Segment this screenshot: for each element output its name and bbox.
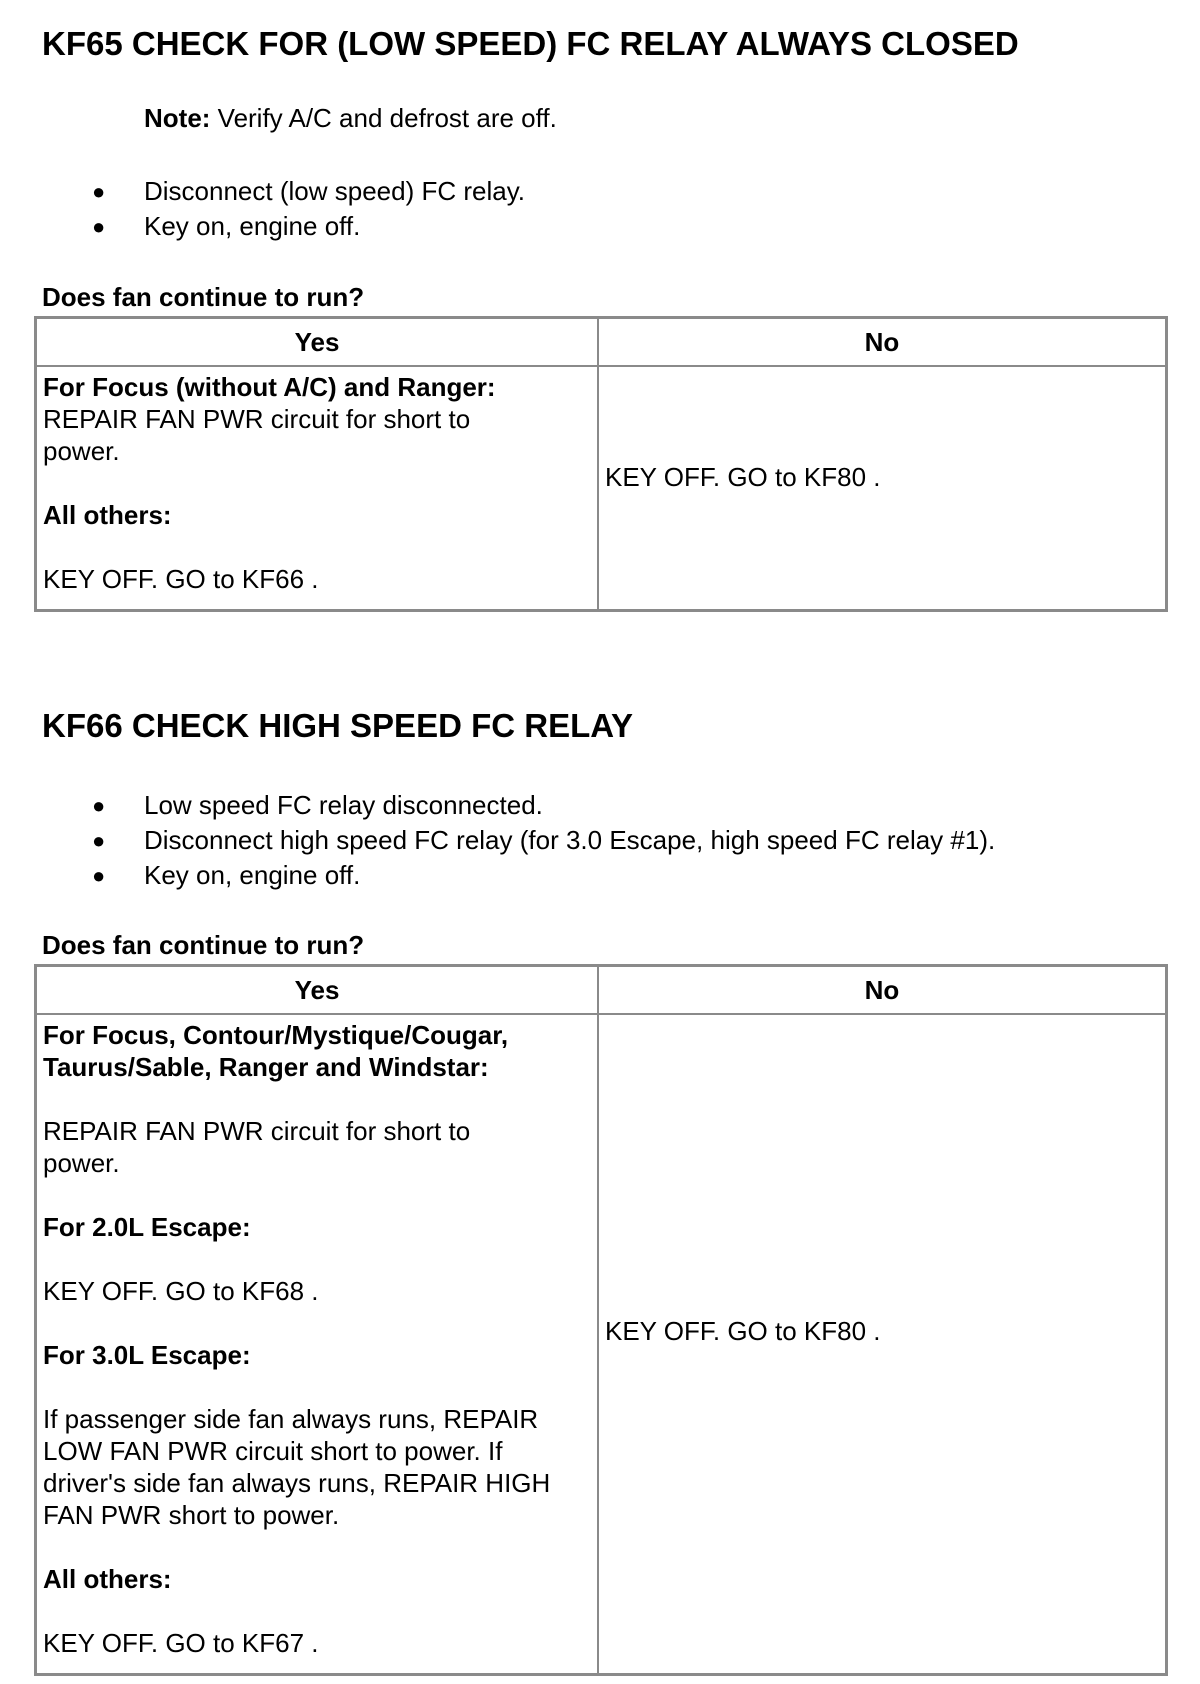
- action-text: KEY OFF. GO to KF80 .: [605, 1316, 881, 1346]
- no-cell: [598, 366, 1166, 610]
- table-row: [36, 366, 1166, 610]
- kf66-title: KF66 CHECK HIGH SPEED FC RELAY: [42, 707, 634, 744]
- kf65-question: Does fan continue to run?: [42, 282, 365, 312]
- kf66-step: ● Disconnect high speed FC relay (for 3.0 Escape, high speed FC relay #1).: [42, 823, 995, 858]
- kf65-step: ● Disconnect (low speed) FC relay.: [42, 174, 525, 209]
- table-row: [36, 1014, 1166, 1674]
- yes-header: Yes: [36, 318, 598, 366]
- no-header: No: [598, 966, 1166, 1014]
- bullet-icon: ●: [92, 179, 106, 204]
- kf65-steps: [42, 174, 525, 244]
- table-header-row: [36, 318, 1166, 366]
- kf65-note-text: Verify A/C and defrost are off.: [210, 103, 557, 133]
- kf65-step: ● Key on, engine off.: [42, 209, 525, 244]
- condition-label: For 2.0L Escape:: [43, 1212, 251, 1242]
- kf65-title: KF65 CHECK FOR (LOW SPEED) FC RELAY ALWAYS CLOSED: [42, 25, 1019, 62]
- action-text: KEY OFF. GO to KF80 .: [605, 462, 881, 492]
- condition-label: All others:: [43, 1564, 172, 1594]
- condition-label: For 3.0L Escape:: [43, 1340, 251, 1370]
- condition-label: For Focus (without A/C) and Ranger:: [43, 372, 496, 402]
- kf66-step: ● Key on, engine off.: [42, 858, 995, 893]
- bullet-icon: ●: [92, 863, 106, 888]
- bullet-icon: ●: [92, 828, 106, 853]
- kf66-step: ● Low speed FC relay disconnected.: [42, 788, 995, 823]
- action-text: REPAIR FAN PWR circuit for short to power.: [43, 404, 471, 466]
- kf66-question: Does fan continue to run?: [42, 930, 365, 960]
- yes-cell: [36, 1014, 598, 1674]
- yes-header: Yes: [36, 966, 598, 1014]
- action-text: KEY OFF. GO to KF68 .: [43, 1276, 319, 1306]
- kf66-section: [42, 700, 1172, 1684]
- condition-label: All others:: [43, 500, 172, 530]
- table-header-row: [36, 966, 1166, 1014]
- kf65-decision-table: [34, 316, 1168, 612]
- action-text: KEY OFF. GO to KF67 .: [43, 1628, 319, 1658]
- bullet-icon: ●: [92, 793, 106, 818]
- no-cell: [598, 1014, 1166, 1674]
- kf66-steps: [42, 788, 995, 893]
- kf65-note-label: Note:: [144, 103, 211, 133]
- action-text: REPAIR FAN PWR circuit for short to power.: [43, 1116, 471, 1178]
- kf66-decision-table: [34, 964, 1168, 1676]
- yes-cell: [36, 366, 598, 610]
- action-text: If passenger side fan always runs, REPAIR LOW FAN PWR circuit short to power. If driver's side fan always runs, REPAIR HIGH FAN PWR short to power.: [43, 1404, 551, 1530]
- condition-label: For Focus, Contour/Mystique/Cougar, Taurus/Sable, Ranger and Windstar:: [43, 1020, 509, 1082]
- kf65-section: [42, 0, 1172, 640]
- kf65-note: [144, 102, 557, 134]
- bullet-icon: ●: [92, 214, 106, 239]
- action-text: KEY OFF. GO to KF66 .: [43, 564, 319, 594]
- no-header: No: [598, 318, 1166, 366]
